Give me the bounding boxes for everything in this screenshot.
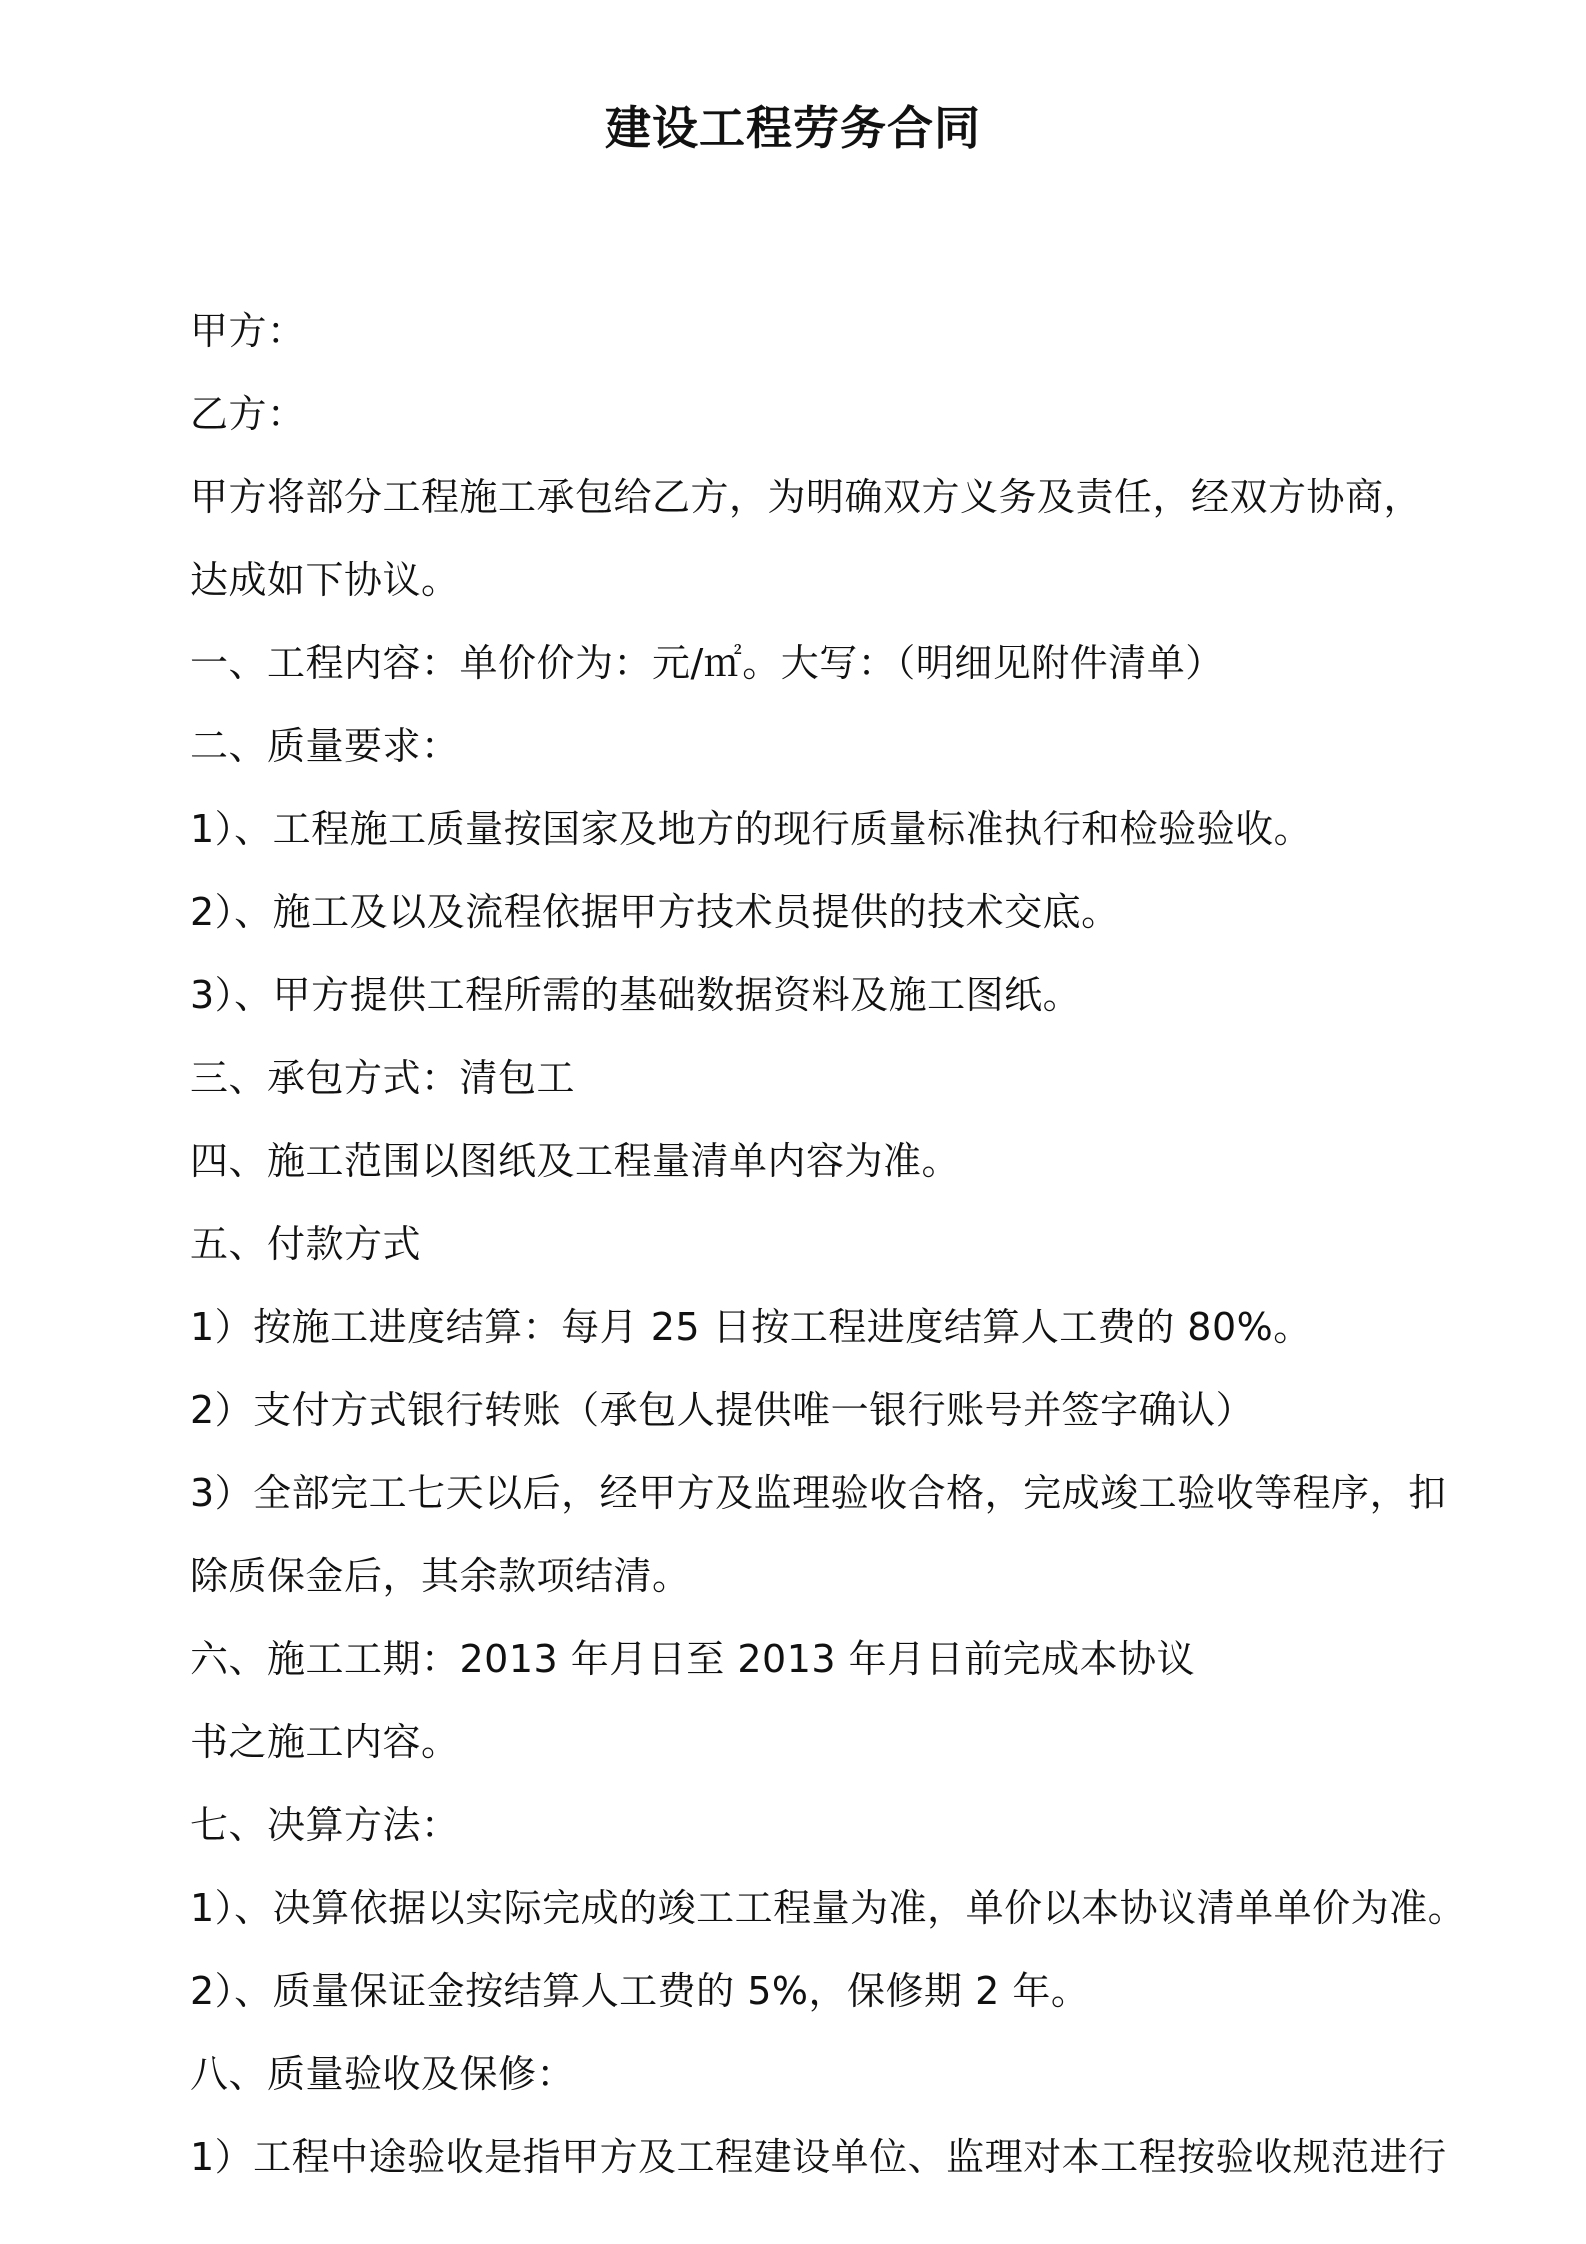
section-heading: 四、施工范围以图纸及工程量清单内容为准。 [190,1139,961,1183]
clause-line: 2）、施工及以及流程依据甲方技术员提供的技术交底。 [190,890,1120,934]
clause-line: 1）、决算依据以实际完成的竣工工程量为准，单价以本协议清单单价为准。 [190,1886,1467,1930]
section-heading: 五、付款方式 [190,1222,422,1266]
section-heading: 三、承包方式：清包工 [190,1056,576,1100]
clause-line: 3）、甲方提供工程所需的基础数据资料及施工图纸。 [190,973,1082,1017]
clause-line: 1）工程中途验收是指甲方及工程建设单位、监理对本工程按验收规范进行 [190,2135,1447,2179]
clause-line: 1）按施工进度结算：每月 25 日按工程进度结算人工费的 80%。 [190,1305,1312,1349]
clause-line: 3）全部完工七天以后，经甲方及监理验收合格，完成竣工验收等程序，扣 [190,1471,1447,1515]
section-heading: 七、决算方法： [190,1803,460,1847]
section-heading: 八、质量验收及保修： [190,2052,576,2096]
section-heading: 一、工程内容：单价价为：元/㎡。大写：（明细见附件清单） [190,641,1224,685]
document-title: 建设工程劳务合同 [605,101,981,155]
preamble-line: 甲方将部分工程施工承包给乙方，为明确双方义务及责任，经双方协商， [190,475,1423,519]
preamble-line: 达成如下协议。 [190,558,460,602]
section-heading: 二、质量要求： [190,724,460,768]
contract-body [190,290,1467,2199]
clause-line: 2）支付方式银行转账（承包人提供唯一银行账号并签字确认） [190,1388,1255,1432]
clause-line: 除质保金后，其余款项结清。 [190,1554,691,1598]
section-heading: 六、施工工期：2013 年月日至 2013 年月日前完成本协议 [190,1637,1196,1681]
clause-line: 书之施工内容。 [190,1720,460,1764]
party-a-line: 甲方： [190,309,306,353]
clause-line: 1）、工程施工质量按国家及地方的现行质量标准执行和检验验收。 [190,807,1313,851]
clause-line: 2）、质量保证金按结算人工费的 5%，保修期 2 年。 [190,1969,1090,2013]
party-b-line: 乙方： [190,392,306,436]
